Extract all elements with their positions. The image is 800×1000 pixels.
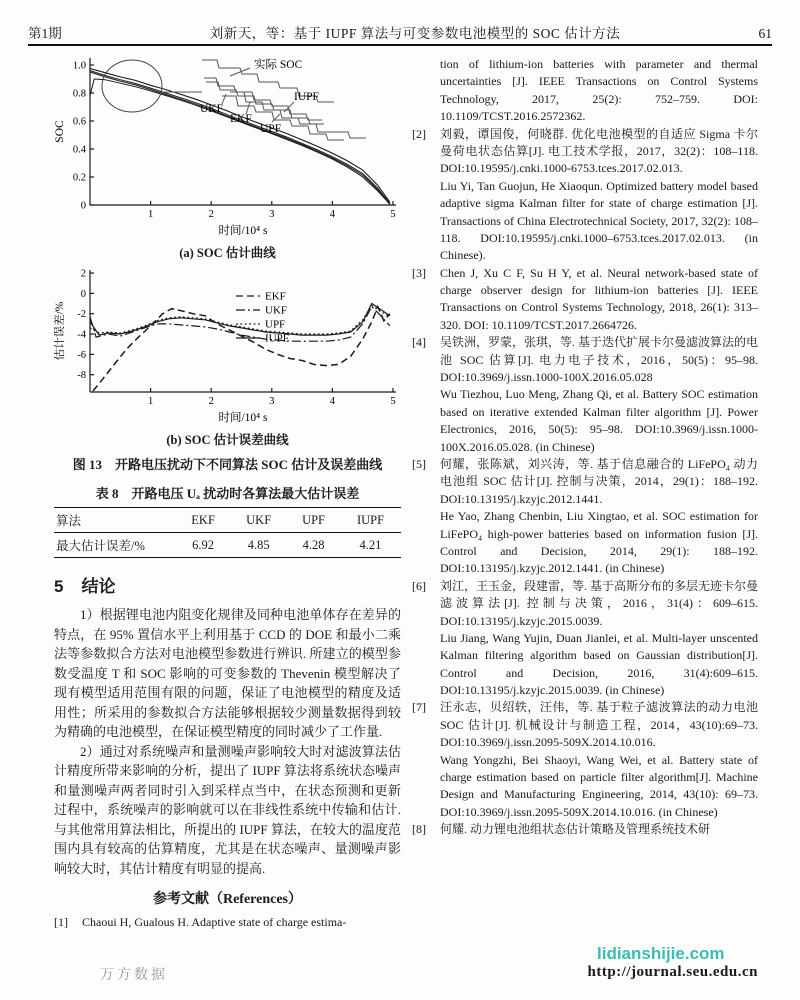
table-cell: 6.92	[192, 537, 215, 552]
reference-item-6	[412, 578, 758, 700]
reference-text-translation: Wang Yongzhi, Bei Shaoyi, Wang Wei, et al. Battery state of charge estimation based on particle filter algorithm[J]. Machine Design and Manufacturing Engineering, 2014, 43(10): 69–73. DOI:10.3969/j.issn.2095-509X.2014.10.016. (in Chinese)	[440, 752, 758, 819]
svg-text:3: 3	[269, 209, 275, 220]
svg-text:0.4: 0.4	[72, 144, 86, 156]
reference-item-4	[412, 334, 758, 456]
svg-text:0.8: 0.8	[72, 88, 86, 100]
reference-label: [6]	[412, 578, 426, 593]
table-cell: 4.28	[302, 537, 325, 552]
reference-label: [7]	[412, 700, 426, 715]
section-number: 5	[54, 577, 64, 596]
table-header-cell: 算法	[56, 514, 82, 528]
section-heading-conclusion	[54, 572, 401, 597]
reference-label: [2]	[412, 126, 426, 141]
reference-label: [5]	[412, 456, 426, 471]
page-number: 61	[758, 26, 772, 41]
reference-text: tion of lithium-ion batteries with parameter and thermal uncertainties [J]. IEEE Transactions on Control Systems Technology, 2017, 25(2): 752–759. DOI: 10.1109/TCST.2016.2572362.	[440, 57, 758, 124]
reference-text-translation: Liu Yi, Tan Guojun, He Xiaoqun. Optimized battery model based adaptive sigma Kalman filter for state of charge estimation [J]. Transactions of China Electrotechnical Society, 2017, 32(2): 108–118. DOI:10.19595/j.cnki.1000–6753.tces.2017.02.013. (in Chinese).	[440, 178, 758, 263]
svg-text:0.6: 0.6	[72, 116, 86, 128]
svg-text:0.2: 0.2	[72, 172, 86, 184]
reference-text: 刘江，王玉金，段建雷，等. 基于高斯分布的多层无迹卡尔曼滤波算法[J]. 控制与决策，2016，31(4)：609–615. DOI:10.13195/j.kzyjc.2015.0039.	[440, 578, 758, 628]
header-rule	[28, 44, 772, 46]
table-header-cell: IUPF	[356, 512, 385, 527]
reference-item-1-continuation	[412, 56, 758, 126]
svg-text:5: 5	[390, 209, 396, 220]
reference-label: [3]	[412, 265, 426, 280]
subfigure-b-caption: (b) SOC 估计误差曲线	[166, 433, 289, 447]
table-cell: 4.21	[359, 537, 382, 552]
svg-text:4: 4	[329, 396, 336, 407]
svg-text:UKF: UKF	[200, 103, 224, 115]
site-watermark: lidianshijie.com	[597, 944, 725, 963]
svg-text:EKF: EKF	[265, 290, 286, 303]
table-8-title: 表 8 开路电压 Uₐ 扰动时各算法最大估计误差	[95, 486, 360, 501]
svg-text:3: 3	[269, 396, 275, 407]
reference-text-translation: He Yao, Zhang Chenbin, Liu Xingtao, et al. SOC estimation for LiFePO₄ high-power batteries based on information fusion [J]. Control and Decision, 2014, 29(1): 188–192. DOI:10.13195/j.kzyjc.2012.1441. (in Chinese)	[440, 509, 758, 576]
svg-text:IUPF: IUPF	[265, 332, 289, 345]
svg-text:-4: -4	[77, 329, 86, 341]
svg-text:2: 2	[80, 268, 86, 280]
table-cell: 4.85	[247, 537, 270, 552]
page-header	[28, 22, 772, 42]
svg-text:IUPF: IUPF	[294, 91, 319, 103]
svg-text:实际 SOC: 实际 SOC	[254, 59, 303, 71]
svg-text:估计误差/%: 估计误差/%	[54, 301, 66, 361]
reference-label: [1]	[54, 915, 68, 929]
left-column	[54, 52, 401, 998]
references-heading: 参考文献（References）	[152, 892, 303, 907]
reference-item-7	[412, 699, 758, 821]
svg-text:EKF: EKF	[230, 113, 252, 125]
wanfang-watermark: 万方数据	[100, 968, 168, 983]
running-title: 刘新天，等：基于 IUPF 算法与可变参数电池模型的 SOC 估计方法	[209, 26, 621, 41]
reference-text-translation: Liu Jiang, Wang Yujin, Duan Jianlei, et al. Multi-layer unscented Kalman filtering algorithm based on Gaussian distribution[J]. Control and Decision, 2016, 31(4):609–615. DOI:10.13195/j.kzyjc.2015.0039. (in Chinese)	[440, 630, 758, 698]
svg-text:-2: -2	[77, 309, 86, 321]
table-row	[54, 533, 401, 558]
reference-text-translation: Wu Tiezhou, Luo Meng, Zhang Qi, et al. Battery SOC estimation based on iterative extended Kalman filter algorithm [J]. Power Electronics, 2016, 50(5): 95–98. DOI:10.3969/j.issn.1000-100X.2016.05.028. (in Chinese)	[440, 387, 758, 454]
svg-text:2: 2	[208, 396, 214, 407]
svg-text:1: 1	[147, 396, 154, 407]
reference-label: [8]	[412, 822, 426, 837]
table-header-cell: UPF	[302, 512, 326, 527]
reference-text: 吴铁洲，罗蒙，张琪，等. 基于迭代扩展卡尔曼滤波算法的电池 SOC 估算[J]. 电力电子技术，2016，50(5)：95–98. DOI:10.3969/j.issn.1000-100X.2016.05.028	[440, 335, 758, 385]
table-header-cell: EKF	[191, 512, 215, 527]
svg-text:0: 0	[80, 288, 86, 300]
svg-text:-8: -8	[77, 370, 86, 382]
soc-estimation-chart	[54, 52, 401, 237]
reference-text: 何耀，张陈斌，刘兴涛，等. 基于信息融合的 LiFePO₄ 动力电池组 SOC 估计[J]. 控制与决策，2014，29(1)：188–192. DOI:10.13195/j.kzyjc.2012.1441.	[440, 456, 758, 506]
reference-item-8	[412, 821, 758, 838]
svg-text:5: 5	[390, 396, 396, 407]
subfigure-a-caption: (a) SOC 估计曲线	[179, 246, 276, 260]
reference-item-1	[54, 914, 401, 931]
reference-item-5	[412, 456, 758, 578]
reference-text: 汪永志，贝绍轶，汪伟，等. 基于粒子滤波算法的动力电池 SOC 估计[J]. 机械设计与制造工程，2014，43(10):69–73. DOI:10.3969/j.issn.2095-509X.2014.10.016.	[440, 700, 758, 750]
issue-number: 第1期	[28, 26, 62, 41]
reference-text: Chen J, Xu C F, Su H Y, et al. Neural network-based state of charge observer design for lithium-ion batteries [J]. IEEE Transactions on Control Systems Technology, 2018, 26(1): 313–320. DOI: 10.1109/TCST.2017.2664726.	[440, 265, 758, 332]
svg-text:2: 2	[208, 209, 214, 220]
svg-text:1: 1	[147, 209, 154, 220]
svg-text:时间/10⁴ s: 时间/10⁴ s	[218, 412, 268, 424]
journal-url: http://journal.seu.edu.cn	[587, 964, 758, 980]
svg-text:4: 4	[329, 209, 336, 220]
svg-text:UPF: UPF	[265, 318, 286, 331]
table-cell: 最大估计误差/%	[56, 539, 145, 553]
reference-item-2	[412, 126, 758, 265]
soc-error-chart	[54, 264, 401, 424]
svg-text:1.0: 1.0	[72, 60, 86, 72]
svg-text:-6: -6	[77, 349, 86, 361]
reference-text: 刘毅，谭国俊，何晓群. 优化电池模型的自适应 Sigma 卡尔曼荷电状态估算[J]. 电工技术学报，2017，32(2)：108–118. DOI:10.19595/j.cnki.1000-6753.tces.2017.02.013.	[440, 126, 758, 176]
reference-item-3	[412, 265, 758, 335]
svg-text:时间/10⁴ s: 时间/10⁴ s	[218, 225, 268, 237]
reference-label: [4]	[412, 335, 426, 350]
right-column	[412, 56, 758, 996]
svg-text:SOC: SOC	[54, 120, 66, 143]
table-header-row	[54, 508, 401, 533]
svg-text:UKF: UKF	[265, 304, 288, 317]
table-8	[54, 507, 401, 558]
table-header-cell: UKF	[246, 512, 272, 527]
reference-text: 何耀. 动力锂电池组状态估计策略及管理系统技术研	[440, 822, 711, 837]
svg-text:UPF: UPF	[260, 123, 282, 135]
reference-text: Chaoui H, Gualous H. Adaptive state of charge estima-	[82, 915, 347, 929]
section-title: 结论	[81, 577, 116, 596]
conclusion-paragraph-1: 1）根据锂电池内阻变化规律及同种电池单体存在差异的特点，在 95% 置信水平上利用基于 CCD 的 DOE 和最小二乘法等参数拟合方法对电池模型参数进行辨识. 所建立的模型参数受温度 T 和 SOC 影响的可变参数的 Thevenin 模型解决了现有模型适用范围有限的问题，保证了电池模型的精度及适用性；所采用的参数拟合方法能够根据较少测量数据得到较为精确的电池模型，在保证模型精度的同时减少了工作量.	[54, 607, 401, 739]
svg-text:0: 0	[80, 200, 86, 212]
figure-13-caption: 图 13 开路电压扰动下不同算法 SOC 估计及误差曲线	[72, 457, 383, 472]
conclusion-paragraph-2: 2）通过对系统噪声和量测噪声影响较大时对滤波算法估计精度所带来影响的分析，提出了 IUPF 算法将系统状态噪声和量测噪声两者同时引入到采样点当中，在状态预测和更新过程中，系统噪声的影响就可以在非线性系统中传输和估计. 与其他常用算法相比，所提出的 IUPF 算法，在较大的温度范围内具有较高的估算精度，尤其是在状态噪声、量测噪声影响较大时，其估计精度有明显的提高.	[54, 743, 401, 876]
